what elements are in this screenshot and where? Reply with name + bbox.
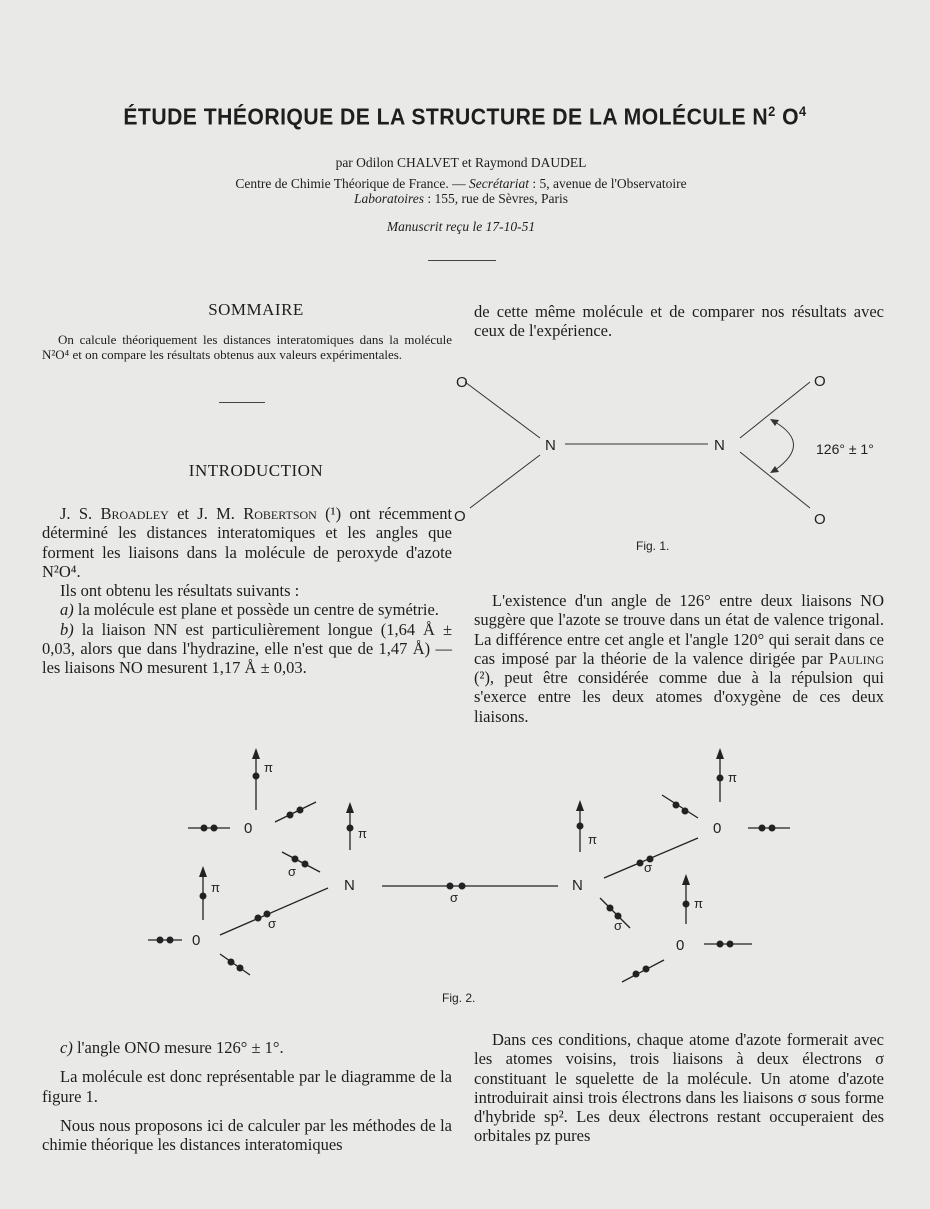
- bottom-right-paragraph-1: Dans ces conditions, chaque atome d'azote formerait avec les atomes voisins, trois liaisons à deux électrons σ constituant le squelette de la molécule. Un atome d'azote introduirait ainsi trois électrons dans les liaisons σ sous forme d'hybride sp². Les deux électrons restant occuperaient des orbitales pz pures: [474, 1030, 884, 1146]
- fig1-angle-label: 126° ± 1°: [816, 441, 874, 457]
- bottom-left-paragraph-2: La molécule est donc représentable par le diagramme de la figure 1.: [42, 1067, 452, 1106]
- fig1-arrowhead-top: [770, 419, 779, 426]
- fig1-atom-o-lower-left: O: [454, 508, 466, 525]
- fig1-bond-no-upper-right: [740, 382, 810, 438]
- fig2-atom-o-lower-right: 0: [676, 937, 685, 954]
- fig2-pair-o4-bottom: [622, 960, 664, 982]
- sommaire-heading: SOMMAIRE: [208, 300, 304, 319]
- bottom-right-text: [474, 1030, 884, 1146]
- sommaire-divider: [219, 402, 265, 403]
- introduction-heading: INTRODUCTION: [188, 461, 324, 480]
- intro-paragraph-4: b) la liaison NN est particulièrement longue (1,64 Å ± 0,03, alors que dans l'hydrazine, elle n'est que de 1,47 Å) — les liaisons NO mesurent 1,17 Å ± 0,03.: [42, 619, 452, 678]
- fig2-pi-label-n-left: π: [358, 826, 367, 841]
- fig2-sigma-label-no-right: σ: [644, 860, 653, 875]
- figure-1: [440, 360, 910, 560]
- fig2-pair-o3-top: [662, 795, 698, 818]
- received-date: Manuscrit reçu le 17-10-51: [386, 219, 536, 234]
- affiliation-line-1: Centre de Chimie Théorique de France. — Secrétariat : 5, avenue de l'Observatoire: [235, 176, 687, 191]
- fig1-caption: Fig. 1.: [636, 539, 670, 553]
- right-col-paragraph-1: de cette même molécule et de comparer nos résultats avec ceux de l'expérience.: [474, 302, 884, 341]
- fig1-atom-o-upper-left: O: [456, 374, 468, 391]
- fig2-pair-o1-right: [275, 802, 316, 822]
- right-col-paragraph-2: L'existence d'un angle de 126° entre deux liaisons NO suggère que l'azote se trouve dans un état de valence trigonal. La différence entre cet angle et l'angle 120° qui serait dans ce cas imposé par la théorie de la valence dirigée par Pauling (²), peut être considérée comme due à la répulsion qui s'exerce entre les deux atomes d'oxygène de ces deux liaisons.: [474, 591, 884, 726]
- fig1-atom-n-right: N: [714, 437, 725, 454]
- fig2-atom-n-left: N: [344, 877, 355, 894]
- fig1-arrowhead-bottom: [770, 466, 779, 473]
- figure-2: [130, 740, 810, 1010]
- fig2-sigma-label-n-right-pair: σ: [614, 918, 623, 933]
- fig2-pi-label-o3: π: [728, 770, 737, 785]
- bottom-left-paragraph-3: Nous nous proposons ici de calculer par les méthodes de la chimie théorique les distances interatomiques: [42, 1115, 452, 1155]
- fig2-atom-n-right: N: [572, 877, 583, 894]
- fig2-sigma-label-n-left-pair: σ: [288, 864, 297, 879]
- paper-title: ÉTUDE THÉORIQUE DE LA STRUCTURE DE LA MOLÉCULE $N^2$ $O^4$: [123, 103, 807, 130]
- fig1-bond-no-lower-right: [740, 452, 810, 508]
- fig1-bond-no-upper-left: [465, 382, 540, 438]
- fig2-atom-o-upper-right: 0: [713, 820, 722, 837]
- fig2-sigma-label-nn: σ: [450, 890, 459, 905]
- fig1-atom-o-lower-right: O: [814, 511, 826, 528]
- fig2-caption: Fig. 2.: [442, 991, 476, 1005]
- fig2-pair-o2-bottom: [220, 954, 250, 975]
- intro-paragraph-1: J. S. Broadley et J. M. Robertson (¹) ont récemment déterminé les distances interatomiques et les angles que forment les liaisons dans la molécule de peroxyde d'azote N²O⁴.: [42, 504, 453, 581]
- fig2-atom-o-lower-left: 0: [192, 932, 201, 949]
- fig2-pi-label-n-right: π: [588, 832, 597, 847]
- authors: par Odilon CHALVET et Raymond DAUDEL: [335, 155, 587, 170]
- fig1-angle-arc: [775, 422, 794, 470]
- intro-text: [42, 504, 452, 678]
- bottom-left-text: [42, 1038, 452, 1154]
- intro-paragraph-3: a) la molécule est plane et possède un centre de symétrie.: [60, 600, 439, 620]
- fig2-atom-o-upper-left: 0: [244, 820, 253, 837]
- header-divider: [428, 260, 496, 261]
- intro-paragraph-2: Ils ont obtenu les résultats suivants :: [60, 581, 300, 601]
- affiliation-line-2: Laboratoires : 155, rue de Sèvres, Paris: [354, 191, 568, 206]
- fig2-pi-label-o1: π: [264, 760, 273, 775]
- fig1-atom-o-upper-right: O: [814, 373, 826, 390]
- fig2-sigma-label-no-left: σ: [268, 916, 277, 931]
- sommaire-text: On calcule théoriquement les distances interatomiques dans la molécule N²O⁴ et on compare les résultats obtenus aux valeurs expérimentales.: [42, 332, 452, 362]
- fig1-atom-n-left: N: [545, 437, 556, 454]
- bottom-left-paragraph-1: c) l'angle ONO mesure 126° ± 1°.: [60, 1038, 284, 1057]
- fig2-pi-label-o4: π: [694, 896, 703, 911]
- fig1-bond-no-lower-left: [470, 455, 540, 508]
- fig2-pi-label-o2: π: [211, 880, 220, 895]
